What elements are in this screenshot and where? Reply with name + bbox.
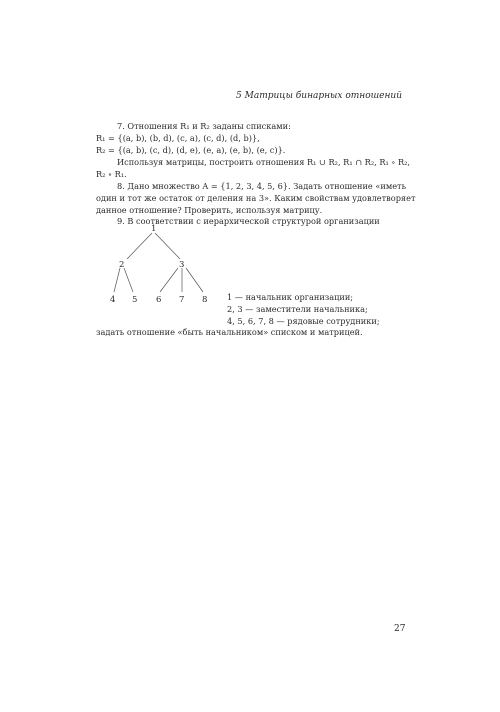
edge-3-6 bbox=[160, 268, 178, 292]
problem-7-task-cont: R₂ ∘ R₁. bbox=[96, 169, 127, 179]
tree-node-1: 1 bbox=[151, 224, 157, 234]
problem-8-statement: 8. Дано множество A = {1, 2, 3, 4, 5, 6}. Задать отношение «иметь bbox=[117, 181, 407, 191]
tree-node-5: 5 bbox=[132, 295, 138, 305]
legend-item-2: 2, 3 — заместители начальника; bbox=[227, 304, 368, 314]
edge-2-5 bbox=[124, 268, 133, 292]
legend-item-1: 1 — начальник организации; bbox=[227, 292, 354, 302]
relation-r2: R₂ = {(a, b), (c, d), (d, e), (e, a), (e, b), (e, c)}. bbox=[96, 145, 286, 155]
edge-1-3 bbox=[155, 233, 180, 259]
problem-9-statement: 9. В соответствии с иерархической структурой организации bbox=[117, 216, 380, 226]
tree-node-2: 2 bbox=[119, 260, 125, 270]
running-title: 5 Матрицы бинарных отношений bbox=[236, 91, 402, 101]
organization-tree-diagram bbox=[100, 222, 220, 312]
edge-2-4 bbox=[114, 268, 120, 292]
problem-8-line-3: данное отношение? Проверить, используя матрицу. bbox=[96, 205, 323, 215]
problem-9-task: задать отношение «быть начальником» списком и матрицей. bbox=[96, 327, 363, 337]
problem-8-line-2: один и тот же остаток от деления на 3». Каким свойствам удовлетворяет bbox=[96, 193, 416, 203]
tree-node-8: 8 bbox=[202, 295, 208, 305]
tree-node-6: 6 bbox=[156, 295, 162, 305]
tree-node-3: 3 bbox=[179, 260, 185, 270]
legend-item-3: 4, 5, 6, 7, 8 — рядовые сотрудники; bbox=[227, 316, 380, 326]
problem-7-task: Используя матрицы, построить отношения R₁ ∪ R₂, R₁ ∩ R₂, R₁ ∘ R₂, bbox=[117, 157, 411, 167]
tree-node-4: 4 bbox=[110, 295, 116, 305]
problem-7-statement: 7. Отношения R₁ и R₂ заданы списками: bbox=[117, 121, 291, 131]
edge-3-8 bbox=[186, 268, 203, 292]
tree-edges bbox=[114, 233, 203, 292]
edge-1-2 bbox=[127, 233, 152, 259]
tree-node-7: 7 bbox=[179, 295, 185, 305]
page-number: 27 bbox=[394, 624, 406, 634]
relation-r1: R₁ = {(a, b), (b, d), (c, a), (c, d), (d, b)}, bbox=[96, 133, 260, 143]
